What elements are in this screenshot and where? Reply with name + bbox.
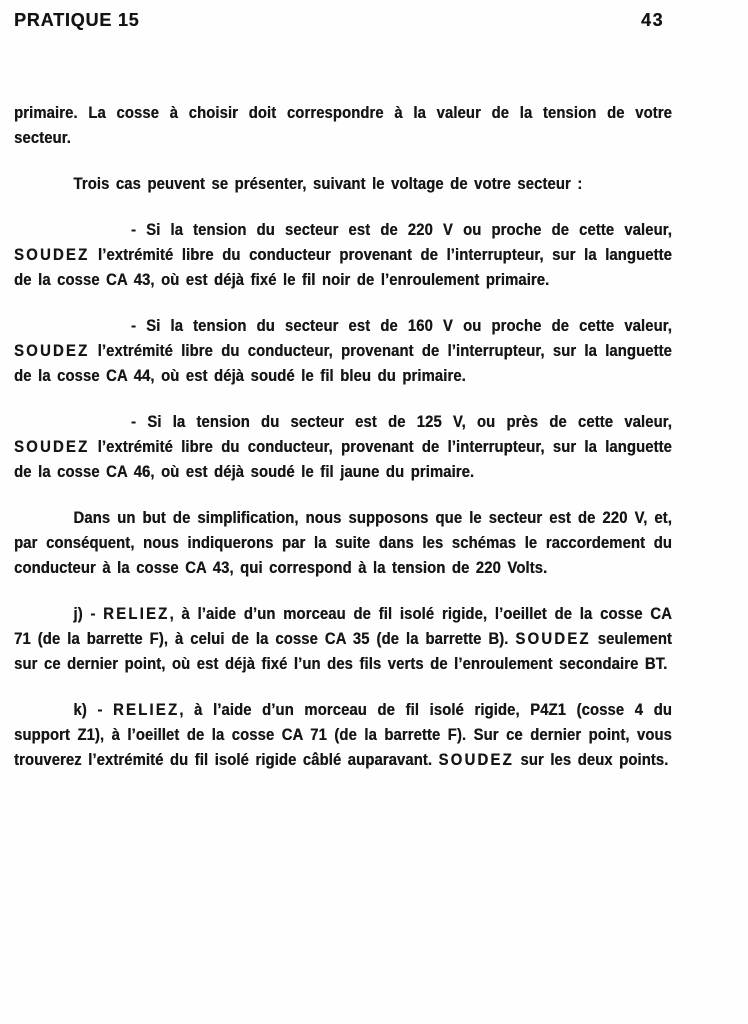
text-segment: j) - (73, 605, 104, 623)
emphasized-word: SOUDEZ (14, 438, 90, 456)
paragraph-8 (14, 698, 672, 773)
paragraph-6 (14, 506, 672, 581)
paragraph-1 (14, 101, 672, 151)
text-segment: l’extrémité libre du conducteur, provenant de l’interrupteur, sur la languette de la cosse CA 46, où est déjà soudé le fil jaune du primaire. (14, 438, 672, 481)
paragraph-3 (14, 218, 672, 293)
text-segment: l’extrémité libre du conducteur provenant de l’interrupteur, sur la languette de la cosse CA 43, où est déjà fixé le fil noir de l’enroulement primaire. (14, 246, 672, 289)
emphasized-word: SOUDEZ (14, 246, 90, 264)
text-segment: sur les deux points. (513, 751, 669, 769)
page-body (14, 101, 672, 773)
paragraph-2 (14, 172, 672, 197)
text-segment: Trois cas peuvent se présenter, suivant le voltage de votre secteur : (73, 175, 583, 193)
emphasized-word: RELIEZ (112, 701, 180, 719)
paragraph-7 (14, 602, 672, 677)
text-segment: - Si la tension du secteur est de 125 V, ou près de cette valeur, (131, 413, 672, 431)
text-segment: l’extrémité libre du conducteur, provenant de l’interrupteur, sur la languette de la cosse CA 44, où est déjà soudé le fil bleu du primaire. (14, 342, 672, 385)
emphasized-word: RELIEZ (103, 605, 170, 623)
emphasized-word: SOUDEZ (515, 630, 591, 648)
text-segment: - Si la tension du secteur est de 160 V ou proche de cette valeur, (131, 317, 672, 335)
text-segment: k) - (73, 701, 113, 719)
emphasized-word: SOUDEZ (14, 342, 90, 360)
paragraph-5 (14, 410, 672, 485)
paragraph-4 (14, 314, 672, 389)
text-segment: , à l’aide d’un morceau de fil isolé rigide, P4Z1 (cosse 4 du support Z1), à l’oeillet de la cosse CA 71 (de la barrette F). Sur ce dernier point, vous trouverez l’extrémité du fil isolé rigide câblé auparavant. (14, 701, 672, 769)
chapter-title: PRATIQUE 15 (14, 10, 140, 30)
running-head (14, 10, 672, 31)
text-segment: Dans un but de simplification, nous supposons que le secteur est de 220 V, et, par conséquent, nous indiquerons par la suite dans les schémas le raccordement du conducteur à la cosse CA 43, qui correspond à la tension de 220 Volts. (14, 509, 672, 577)
page-number: 43 (640, 10, 664, 30)
text-segment: - Si la tension du secteur est de 220 V ou proche de cette valeur, (131, 221, 672, 239)
text-segment: seulement sur ce dernier point, où est déjà fixé l’un des fils verts de l’enroulement secondaire BT. (14, 630, 672, 673)
emphasized-word: SOUDEZ (438, 751, 514, 769)
text-segment: , à l’aide d’un morceau de fil isolé rigide, l’oeillet de la cosse CA 71 (de la barrette F), à celui de la cosse CA 35 (de la barrette B). (14, 605, 672, 648)
text-segment: primaire. La cosse à choisir doit correspondre à la valeur de la tension de votre secteur. (14, 104, 672, 147)
